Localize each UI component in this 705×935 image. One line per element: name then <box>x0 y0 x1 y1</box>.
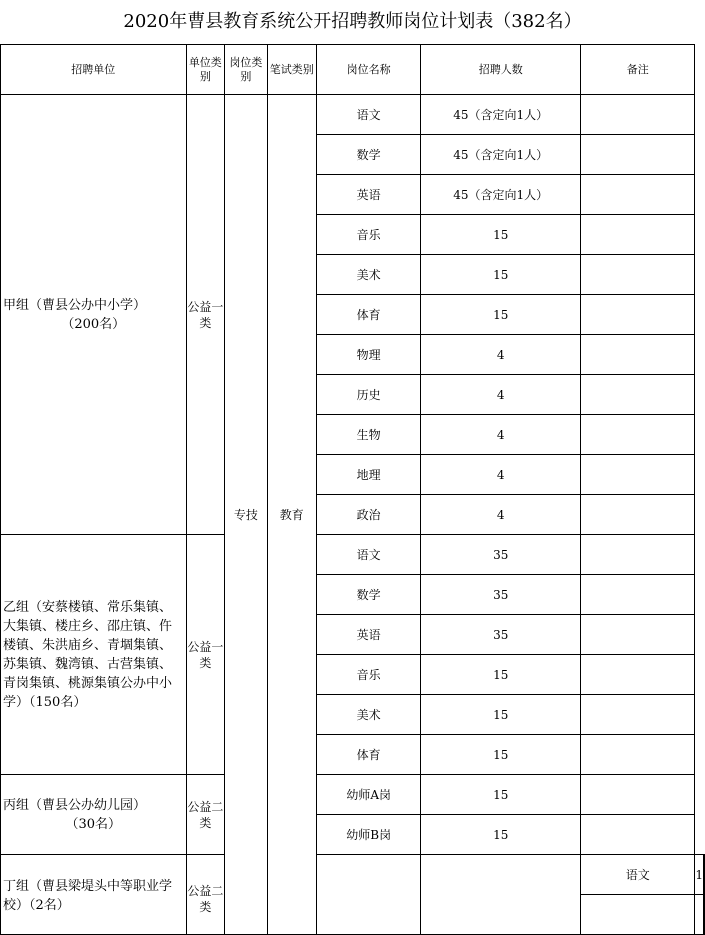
header-unit-type: 单位类别 <box>186 45 225 95</box>
note-cell <box>581 335 695 375</box>
group-b-unit: 乙组（安蔡楼镇、常乐集镇、大集镇、楼庄乡、邵庄镇、仵楼镇、朱洪庙乡、青堌集镇、苏集镇、魏湾镇、古营集镇、青岗集镇、桃源集镇公办中小学）（150名） <box>1 535 187 775</box>
count-cell: 45（含定向1人） <box>421 175 581 215</box>
post-name-cell <box>581 895 695 935</box>
header-post-type: 岗位类别 <box>225 45 267 95</box>
group-a-unit-type: 公益一类 <box>186 95 225 535</box>
note-cell <box>581 495 695 535</box>
table-row <box>1 855 705 895</box>
post-name-cell: 政治 <box>316 495 420 535</box>
post-name-cell: 历史 <box>316 375 420 415</box>
group-d-unit: 丁组（曹县梁堤头中等职业学校）（2名） <box>1 855 187 935</box>
note-cell <box>581 575 695 615</box>
post-name-cell: 语文 <box>316 535 420 575</box>
post-name-cell: 美术 <box>316 695 420 735</box>
post-name-cell: 语文 <box>316 95 420 135</box>
count-cell: 15 <box>421 815 581 855</box>
count-cell: 4 <box>421 455 581 495</box>
count-cell: 4 <box>421 495 581 535</box>
count-cell: 35 <box>421 575 581 615</box>
note-cell <box>581 455 695 495</box>
count-cell: 35 <box>421 615 581 655</box>
note-cell <box>581 615 695 655</box>
count-cell: 45（含定向1人） <box>421 135 581 175</box>
post-name-cell: 英语 <box>316 615 420 655</box>
count-cell: 15 <box>421 255 581 295</box>
group-b-unit-type: 公益一类 <box>186 535 225 775</box>
count-cell: 15 <box>421 215 581 255</box>
table-row <box>1 775 705 815</box>
post-name-cell: 音乐 <box>316 215 420 255</box>
exam-type-cell-d <box>421 855 581 935</box>
group-c-unit-count: （30名） <box>65 816 122 832</box>
note-cell <box>581 775 695 815</box>
note-cell <box>581 535 695 575</box>
exam-type-cell: 教育 <box>267 95 316 935</box>
post-name-cell: 幼师A岗 <box>316 775 420 815</box>
group-c-unit <box>1 775 187 855</box>
group-a-unit <box>1 95 187 535</box>
note-cell <box>581 815 695 855</box>
header-post-name: 岗位名称 <box>316 45 420 95</box>
group-c-unit-name: 丙组（曹县公办幼儿园） <box>3 797 147 813</box>
note-cell <box>704 895 705 935</box>
count-cell: 15 <box>421 295 581 335</box>
recruitment-table <box>0 44 705 935</box>
note-cell <box>581 415 695 455</box>
note-cell <box>581 375 695 415</box>
count-cell: 4 <box>421 375 581 415</box>
note-cell <box>581 215 695 255</box>
note-cell <box>581 95 695 135</box>
post-name-cell: 数学 <box>316 135 420 175</box>
post-name-cell: 体育 <box>316 295 420 335</box>
note-cell <box>581 175 695 215</box>
page-title: 2020年曹县教育系统公开招聘教师岗位计划表（382名） <box>123 11 582 32</box>
note-cell <box>581 735 695 775</box>
note-cell <box>581 255 695 295</box>
count-cell: 4 <box>421 335 581 375</box>
post-name-cell: 体育 <box>316 735 420 775</box>
count-cell: 1 <box>695 855 704 895</box>
post-name-cell: 生物 <box>316 415 420 455</box>
count-cell: 15 <box>421 775 581 815</box>
post-name-cell: 语文 <box>581 855 695 895</box>
post-name-cell: 英语 <box>316 175 420 215</box>
post-name-cell: 物理 <box>316 335 420 375</box>
count-cell: 15 <box>421 695 581 735</box>
count-cell: 45（含定向1人） <box>421 95 581 135</box>
group-a-unit-count: （200名） <box>61 316 126 332</box>
post-name-cell: 音乐 <box>316 655 420 695</box>
note-cell <box>704 855 705 895</box>
note-cell <box>581 655 695 695</box>
post-name-cell: 幼师B岗 <box>316 815 420 855</box>
post-name-cell: 数学 <box>316 575 420 615</box>
table-header-row <box>1 45 705 95</box>
note-cell <box>581 295 695 335</box>
count-cell: 35 <box>421 535 581 575</box>
count-cell <box>695 895 704 935</box>
group-c-unit-type: 公益二类 <box>186 775 225 855</box>
table-row <box>1 535 705 575</box>
header-exam-type: 笔试类别 <box>267 45 316 95</box>
post-name-cell: 美术 <box>316 255 420 295</box>
header-note: 备注 <box>581 45 695 95</box>
count-cell: 15 <box>421 735 581 775</box>
header-count: 招聘人数 <box>421 45 581 95</box>
group-a-unit-name: 甲组（曹县公办中小学） <box>3 297 147 313</box>
count-cell: 15 <box>421 655 581 695</box>
table-row <box>1 95 705 135</box>
note-cell <box>581 695 695 735</box>
header-unit: 招聘单位 <box>1 45 187 95</box>
post-type-cell-d <box>316 855 420 935</box>
note-cell <box>581 135 695 175</box>
post-name-cell: 地理 <box>316 455 420 495</box>
group-d-unit-type: 公益二类 <box>186 855 225 935</box>
count-cell: 4 <box>421 415 581 455</box>
post-type-cell: 专技 <box>225 95 267 935</box>
